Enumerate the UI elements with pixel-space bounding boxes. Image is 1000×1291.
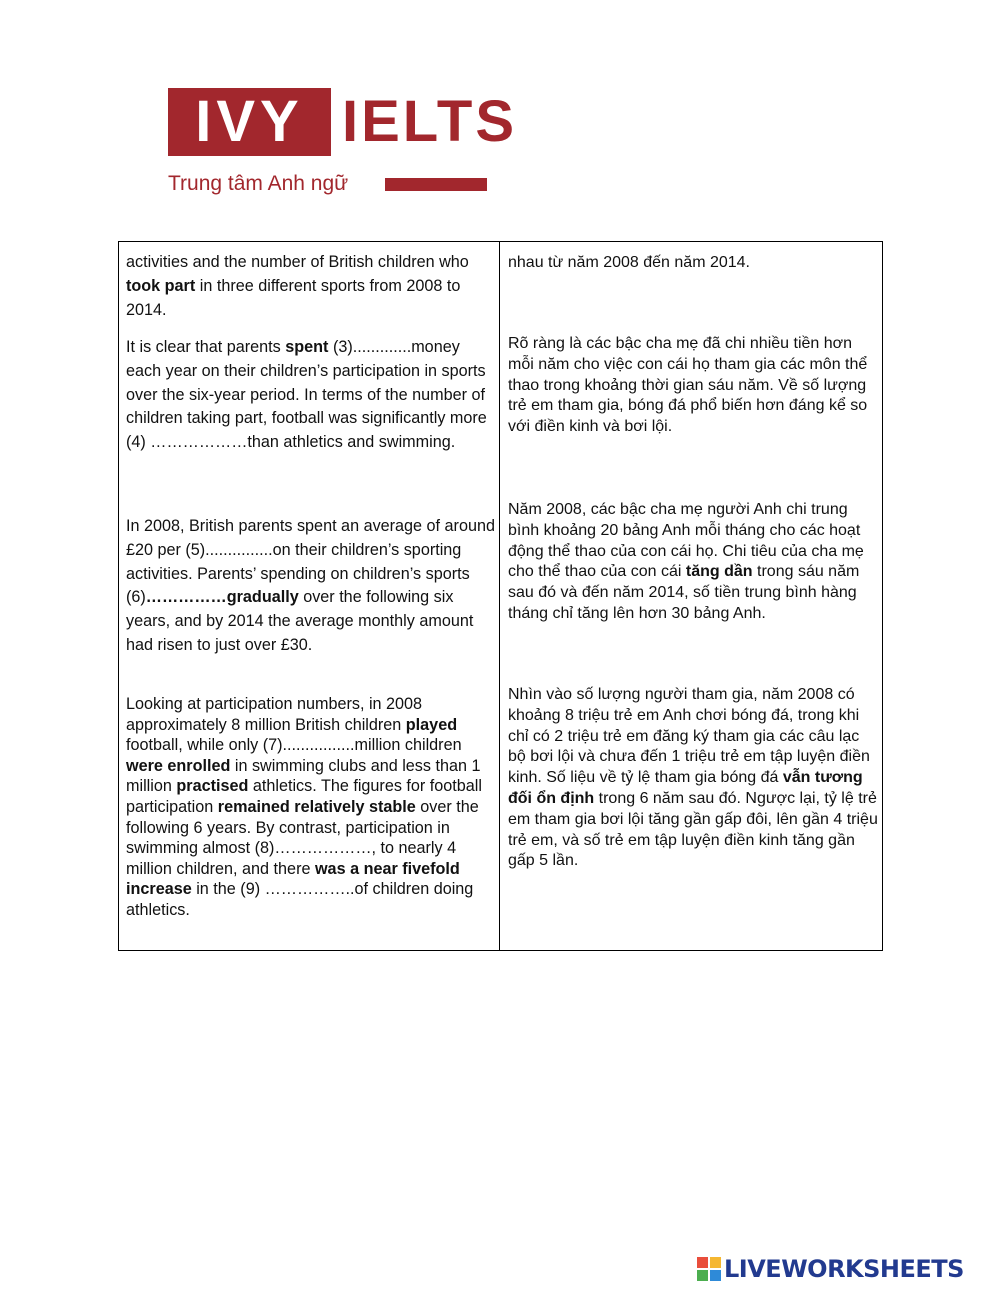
logo-square — [697, 1270, 708, 1281]
ielts-logo-text: IELTS — [342, 89, 518, 154]
english-paragraph-spending — [126, 515, 496, 658]
bold-phrase: ……………gradually — [145, 588, 299, 607]
text-run: trong 6 năm sau đó. Ngược lại, tỷ lệ trẻ em tham gia bơi lội tăng gần gấp đôi, lên gần 4 triệu trẻ em, và số trẻ em tập luyện điền kinh tăng gần gấp 5 lần. — [508, 789, 878, 870]
translation-table — [118, 241, 883, 951]
english-paragraph-overview — [126, 336, 496, 455]
text-run: Rõ ràng là các bậc cha mẹ đã chi nhiều tiền hơn mỗi năm cho việc con cái họ tham gia các môn thể thao trong khoảng thời gian sáu năm. Về số lượng trẻ em tham gia, bóng đá phổ biến hơn đáng kể so với điền kinh và bơi lội. — [508, 335, 868, 436]
vietnamese-column — [500, 242, 883, 951]
text-run: trong sáu năm sau đó và đến năm 2014, số tiền trung bình hàng tháng chỉ tăng lên hơn 30 bảng Anh. — [508, 563, 860, 622]
ivy-ielts-logo — [168, 88, 518, 198]
liveworksheets-brand-text: LIVEWORKSHEETS — [724, 1255, 964, 1283]
text-run: activities and the number of British children who — [126, 253, 469, 271]
logo-square — [710, 1270, 721, 1281]
text-run: Looking at participation numbers, in 2008 approximately 8 million British children — [126, 695, 423, 734]
bold-phrase: played — [405, 715, 458, 734]
text-run: in swimming clubs and less than 1 million — [126, 756, 481, 796]
liveworksheets-logo — [697, 1254, 997, 1286]
vietnamese-paragraph-spending — [508, 500, 878, 625]
text-run: football, while only (7)................million children — [126, 736, 462, 755]
bold-phrase: were enrolled — [126, 756, 231, 775]
text-run: athletics. The figures for football participation — [126, 777, 483, 816]
text-run: nhau từ năm 2008 đến năm 2014. — [508, 254, 750, 271]
text-run: in the (9) ……………..of children doing athletics. — [126, 880, 474, 919]
text-run: Nhìn vào số lượng người tham gia, năm 2008 có khoảng 8 triệu trẻ em Anh chơi bóng đá, trong khi chỉ có 2 triệu trẻ em đăng ký tham gia các câu lạc bộ bơi lội và chưa đến 1 triệu trẻ em tập luyện điền kinh. Số liệu về tỷ lệ tham gia bóng đá — [508, 686, 870, 787]
bold-phrase: was a near fivefold increase — [126, 859, 460, 899]
text-run: Năm 2008, các bậc cha mẹ người Anh chi trung bình khoảng 20 bảng Anh mỗi tháng cho các hoạt động thể thao của con cái họ. Chi tiêu của cha mẹ cho thể thao của con cái — [508, 501, 864, 581]
english-column — [119, 242, 500, 951]
vietnamese-paragraph-participation — [508, 685, 878, 872]
bold-phrase: tăng dần — [685, 563, 753, 581]
text-run: In 2008, British parents spent an average of around £20 per (5)...............on their children’s sporting activities. Parents’ spending on children’s sports (6) — [126, 517, 495, 607]
bold-phrase: spent — [285, 338, 329, 356]
logo-tagline: Trung tâm Anh ngữ — [168, 172, 349, 195]
bold-phrase: vẫn tương đối ổn định — [508, 769, 863, 807]
ivy-logo-box — [168, 88, 331, 156]
vietnamese-paragraph-intro — [508, 253, 878, 274]
bold-phrase: remained relatively stable — [217, 797, 416, 816]
logo-square — [697, 1257, 708, 1268]
text-run: in three different sports from 2008 to 2014. — [126, 276, 461, 319]
logo-tagline-bar — [385, 178, 487, 191]
english-paragraph-participation — [126, 694, 496, 921]
text-run: over the following 6 years. By contrast, participation in swimming almost (8)………………, to nearly 4 million children, and there — [126, 797, 479, 878]
text-run: (3).............money each year on their children’s participation in sports over the six-year period. In terms of the number of children taking part, football was significantly more (4) ………………than athletics and swimming. — [126, 338, 487, 452]
logo-square — [710, 1257, 721, 1268]
ivy-logo-text: IVY — [195, 89, 304, 154]
english-paragraph-intro — [126, 251, 496, 322]
bold-phrase: practised — [176, 777, 249, 796]
text-run: It is clear that parents — [126, 338, 286, 356]
liveworksheets-squares-icon — [697, 1257, 721, 1281]
bold-phrase: took part — [126, 276, 196, 295]
vietnamese-paragraph-overview — [508, 334, 878, 438]
table-row — [119, 242, 883, 951]
text-run: over the following six years, and by 2014 the average monthly amount had risen to just over £30. — [126, 588, 474, 654]
